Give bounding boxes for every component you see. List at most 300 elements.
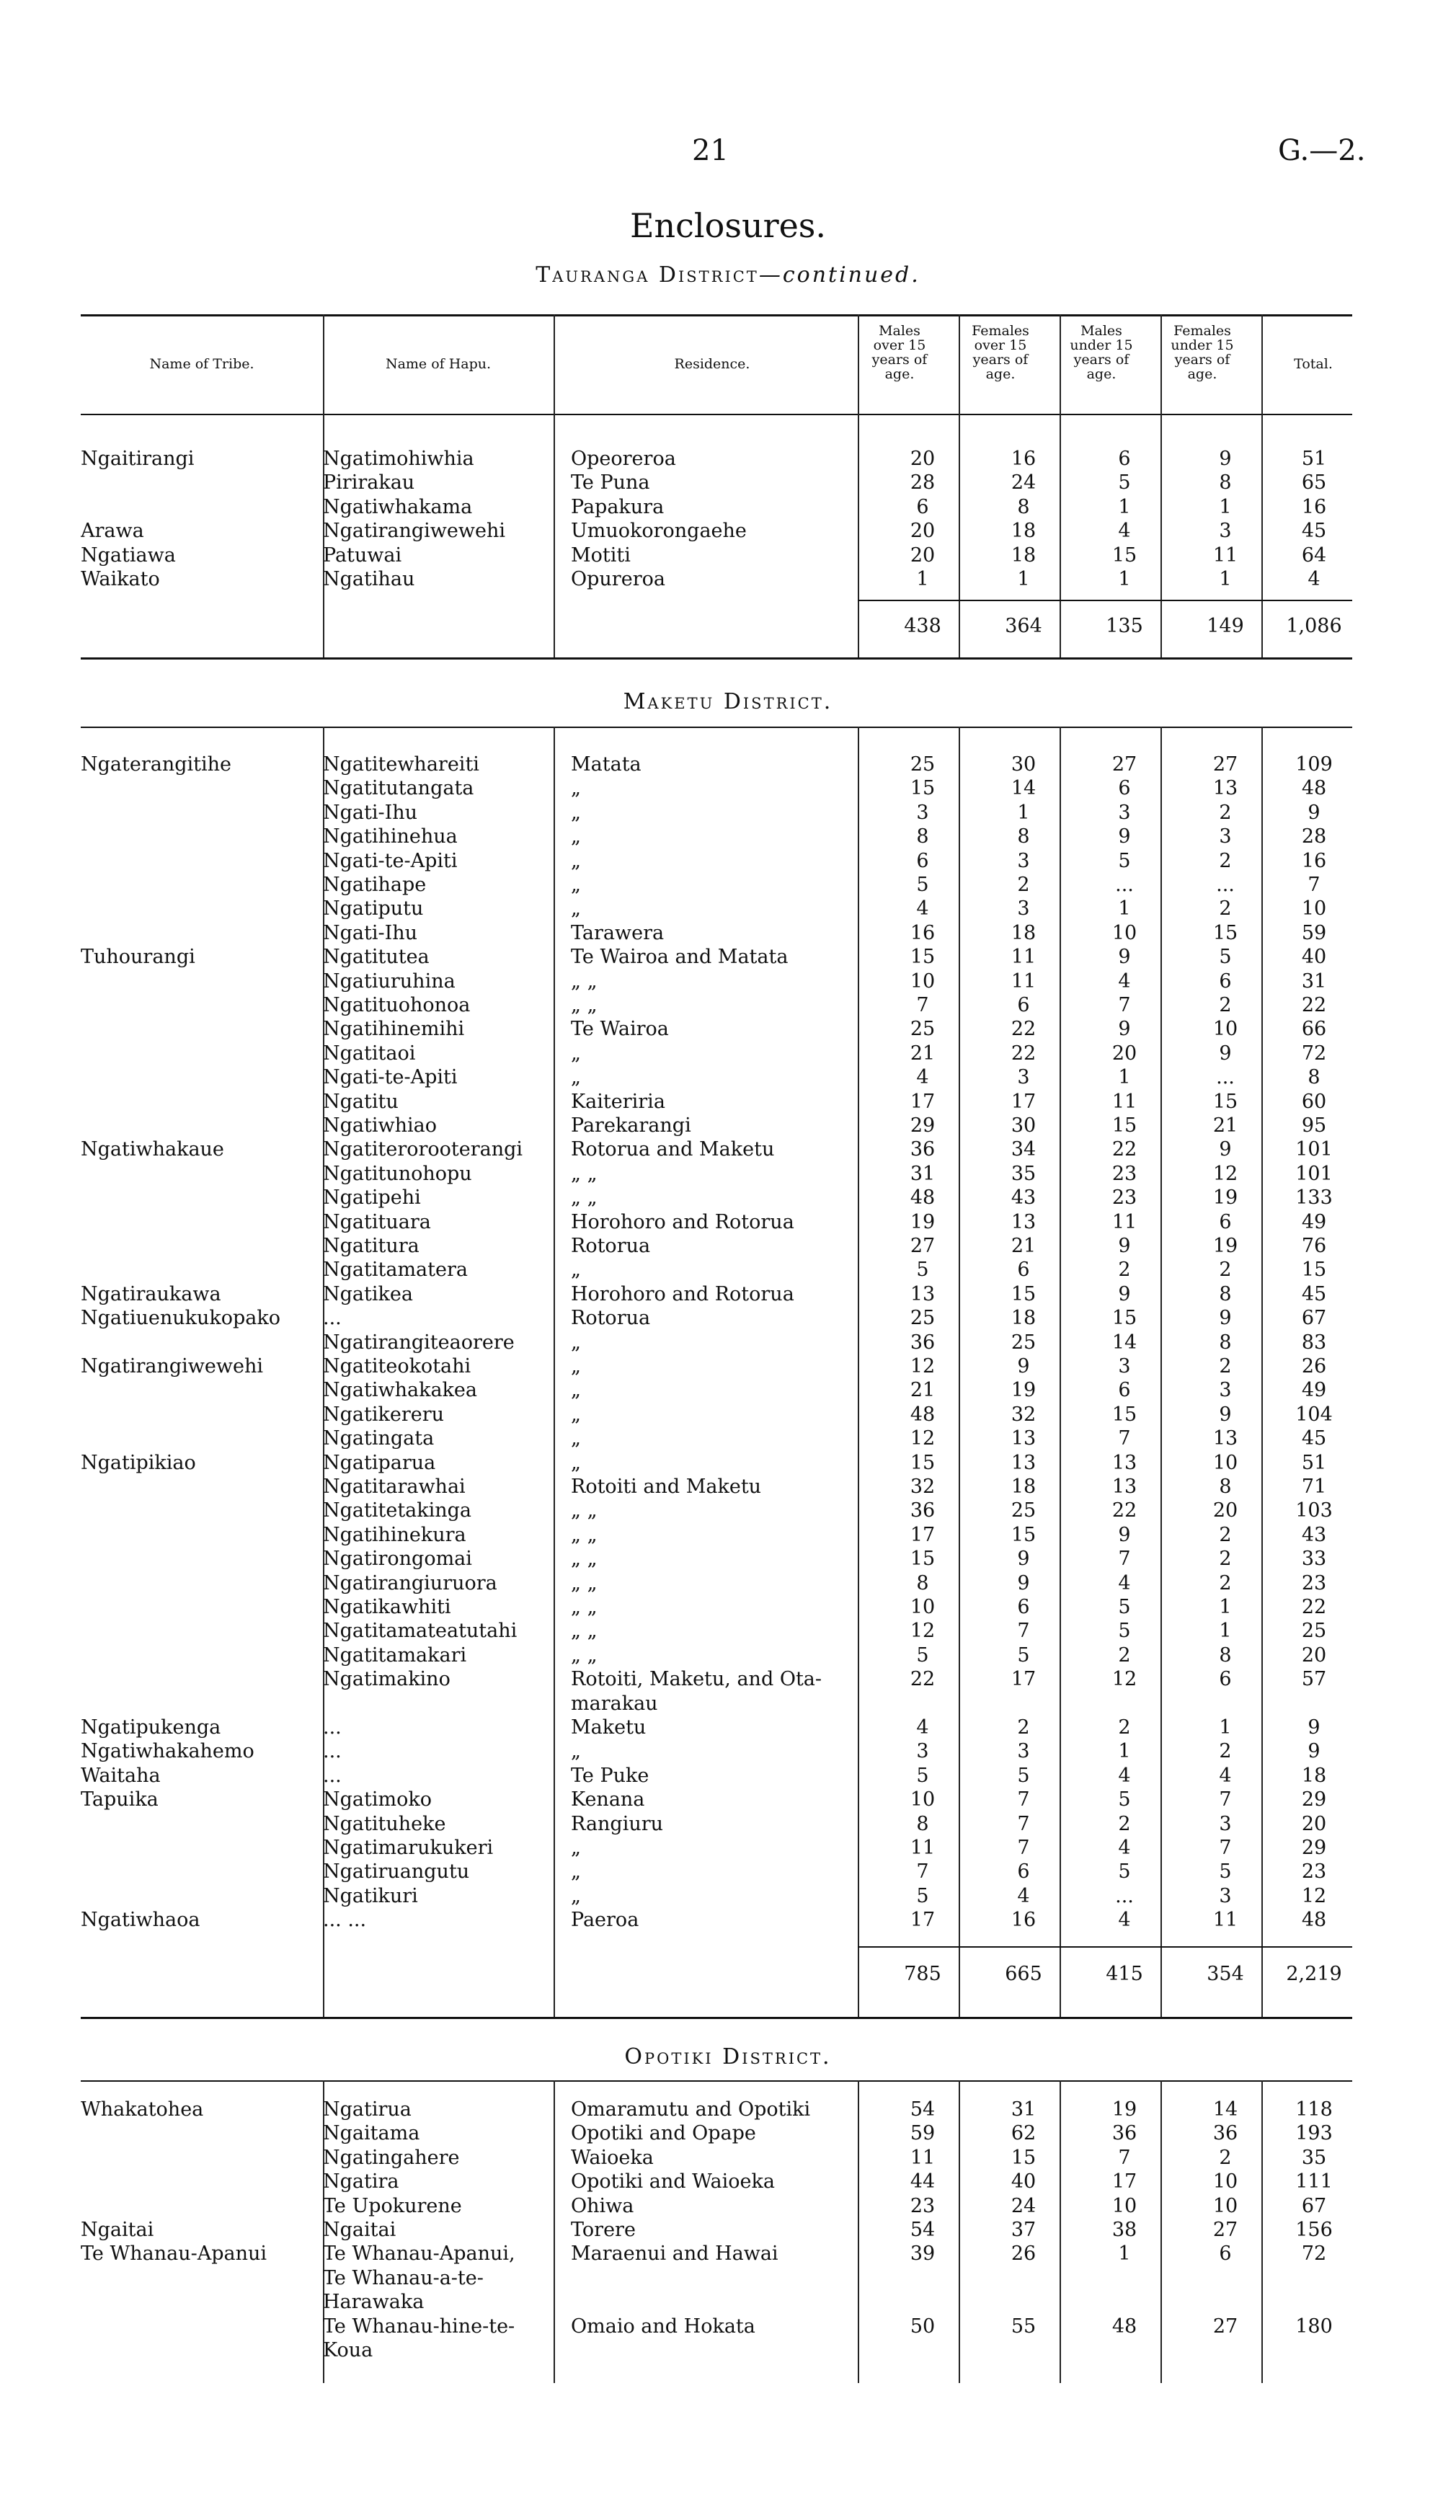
hapu-name: Ngatingahere [323,2146,460,2169]
tauranga-heading-text: Tauranga District [536,262,759,288]
females-under-15: 1 [1219,495,1232,518]
males-over-15: 17 [910,1909,936,1932]
row-total: 15 [1301,1259,1327,1282]
females-over-15: 18 [1011,921,1036,944]
females-over-15: 30 [1011,1114,1036,1137]
residence: Rotorua [571,1307,651,1330]
females-under-15: 5 [1219,946,1232,969]
females-under-15: 3 [1219,1812,1232,1835]
females-under-15: 9 [1219,448,1232,470]
males-under-15: 17 [1111,2170,1137,2193]
hapu-name: Ngati-Ihu [323,921,418,944]
row-total: 26 [1301,1355,1327,1377]
hapu-name: Ngatihinemihi [323,1018,465,1041]
residence: „ „ [571,1596,598,1618]
table-row [81,776,1352,801]
residence: Kaiteriria [571,1090,665,1113]
males-over-15: 4 [916,1066,929,1089]
hapu-name: Ngatimarukukeri [323,1837,494,1859]
residence: „ „ [571,1186,598,1210]
hapu-name: Ngatikereru [323,1403,445,1426]
males-over-15: 1 [916,568,929,590]
males-under-15: 4 [1118,1764,1131,1787]
females-over-15: 24 [1011,471,1036,494]
maketu-subtotal-rule [858,1946,1352,1948]
females-under-15: 6 [1219,2242,1232,2266]
tribe-name: Ngatipikiao [81,1451,196,1474]
row-total: 95 [1301,1114,1327,1137]
hapu-name: Pirirakau [323,471,415,494]
males-under-15: 4 [1118,970,1131,993]
females-under-15: 3 [1219,520,1232,543]
females-under-15: ... [1216,1066,1235,1089]
col-males-under-header: Males under 15 years of age. [1070,323,1133,382]
table-row [81,1739,1352,1764]
hapu-name: Ngatipehi [323,1186,421,1210]
males-under-15: 2 [1118,1716,1131,1739]
hapu-name: Ngatitutangata [323,777,474,800]
females-over-15: 37 [1011,2219,1036,2241]
table-row [81,471,1352,495]
row-total: 65 [1301,471,1327,494]
males-over-15: 4 [916,897,929,920]
col-residence-header: Residence. [674,356,750,372]
table-row [81,1282,1352,1307]
tribe-name: Ngatirangiwewehi [81,1355,264,1377]
row-total: 29 [1301,1788,1327,1811]
row-total: 20 [1301,1643,1327,1667]
females-under-15: 3 [1219,825,1232,848]
row-total: 48 [1301,1909,1327,1932]
table-row [81,753,1352,777]
males-under-15: 13 [1111,1451,1137,1474]
hapu-name: Ngatirangiteaorere [323,1331,515,1354]
residence: „ [571,1837,581,1859]
table-row [81,2098,1352,2122]
table-row [81,1162,1352,1186]
residence: „ [571,1740,581,1763]
males-under-15: 12 [1111,1668,1137,1691]
table-row [81,1836,1352,1860]
males-under-15: 3 [1118,1355,1131,1377]
hapu-name: ... ... [323,1909,367,1932]
males-over-15: 22 [910,1668,936,1691]
residence: „ [571,897,581,920]
females-under-15: 10 [1212,2170,1238,2193]
tribe-name: Arawa [81,520,144,543]
residence: „ [571,825,581,848]
males-under-15: 9 [1118,946,1131,969]
females-over-15: 9 [1017,1571,1030,1594]
males-under-15: 5 [1118,1788,1131,1811]
males-under-15: 15 [1111,1403,1137,1426]
hapu-name: Ngatitarawhai [323,1476,466,1498]
table-row [81,2290,1352,2315]
hapu-name: Ngatiuruhina [323,970,456,993]
hapu-name: Ngaitama [323,2122,420,2145]
males-under-15: 9 [1118,1523,1131,1546]
row-total: 23 [1301,1571,1327,1594]
residence: Rotorua and Maketu [571,1138,775,1161]
males-under-15: 9 [1118,1235,1131,1257]
females-over-15: 18 [1011,1307,1036,1330]
row-total: 51 [1301,448,1327,470]
females-under-15: 10 [1212,1451,1238,1474]
residence: Opotiki and Opape [571,2122,756,2145]
row-total: 43 [1301,1523,1327,1546]
col-tribe-header: Name of Tribe. [149,356,254,372]
females-over-15: 15 [1011,1523,1036,1546]
males-over-15: 15 [910,777,936,800]
residence: Te Puke [571,1764,649,1787]
table-row [81,1475,1352,1499]
row-total: 60 [1301,1090,1327,1113]
hapu-name: Ngatitewhareiti [323,753,479,776]
females-under-15: 13 [1212,777,1238,800]
table-row [81,873,1352,897]
hapu-name: Ngatitamatera [323,1259,468,1282]
females-over-15: 7 [1017,1812,1030,1835]
hapu-name: Ngatirua [323,2098,412,2121]
females-under-15: 6 [1219,970,1232,993]
males-over-15: 8 [916,1571,929,1594]
females-under-15: 14 [1212,2098,1238,2121]
females-under-15: 9 [1219,1403,1232,1426]
males-over-15: 23 [910,2194,936,2217]
table-row [81,1378,1352,1403]
females-under-15: 8 [1219,1643,1232,1667]
table-row [81,2121,1352,2146]
males-over-15: 8 [916,1812,929,1835]
hapu-name: Ngatiwhakama [323,495,473,518]
females-under-15: 9 [1219,1138,1232,1161]
males-over-15: 5 [916,1884,929,1907]
females-over-15: 18 [1011,1476,1036,1498]
tribe-name: Ngatiwhakaue [81,1138,224,1161]
table-row [81,1186,1352,1210]
table-row [81,849,1352,874]
hapu-name: Patuwai [323,544,402,567]
hapu-name: Ngatimoko [323,1788,432,1811]
residence: Opureroa [571,568,665,590]
males-over-15: 15 [910,946,936,969]
males-over-15: 36 [910,1331,936,1354]
table-row [81,1306,1352,1331]
females-over-15: 3 [1017,1066,1030,1089]
males-under-15: 19 [1111,2098,1137,2121]
row-total: 72 [1301,1042,1327,1065]
residence: Te Puna [571,471,650,494]
opotiki-heading [0,2044,1456,2069]
hapu-name: Ngatitura [323,1235,420,1257]
females-over-15: 15 [1011,2146,1036,2169]
females-over-15: 40 [1011,2170,1036,2193]
hapu-name: Ngatihape [323,874,427,896]
row-total: 16 [1301,849,1327,872]
males-under-15: 22 [1111,1138,1137,1161]
row-total: 101 [1295,1162,1333,1185]
females-under-15: 7 [1219,1788,1232,1811]
females-over-15: 8 [1017,825,1030,848]
males-under-15: 2 [1118,1259,1131,1282]
residence: „ [571,874,581,896]
females-over-15: 55 [1011,2315,1036,2338]
residence: „ [571,777,581,800]
hapu-name: Ngatituohonoa [323,994,471,1016]
females-under-15: 4 [1219,1764,1232,1787]
row-total: 8 [1308,1066,1320,1089]
females-under-15: 2 [1219,1548,1232,1571]
residence: „ [571,1860,581,1884]
residence: „ „ [571,1548,598,1571]
males-over-15: 7 [916,994,929,1016]
table-row [81,970,1352,994]
males-over-15: 3 [916,801,929,824]
table-row [81,495,1352,520]
col-males-over-header: Males over 15 years of age. [871,323,928,382]
males-under-15: 15 [1111,544,1137,567]
row-total: 33 [1301,1548,1327,1571]
females-over-15: 3 [1017,849,1030,872]
females-under-15: 1 [1219,1620,1232,1643]
hapu-name: Ngatitunohopu [323,1162,472,1185]
males-under-15: 9 [1118,1282,1131,1305]
row-total: 109 [1295,753,1333,776]
table-row [81,801,1352,825]
row-total: 64 [1301,544,1327,567]
females-under-15: 7 [1219,1837,1232,1859]
females-over-15: 2 [1017,1716,1030,1739]
tribe-name: Ngatiwhakahemo [81,1740,254,1763]
residence: Rotoiti, Maketu, and Ota- [571,1668,822,1691]
hapu-name: Te Whanau-a-te- [323,2266,484,2289]
females-under-15: 8 [1219,1331,1232,1354]
row-total: 9 [1308,1740,1320,1763]
males-over-15: 5 [916,874,929,896]
row-total: 9 [1308,1716,1320,1739]
residence: „ [571,1403,581,1426]
residence: „ [571,1042,581,1065]
males-under-15: 1 [1118,2242,1131,2266]
row-total: 71 [1301,1476,1327,1498]
females-over-15: 30 [1011,753,1036,776]
males-over-15: 7 [916,1860,929,1884]
row-total: 20 [1301,1812,1327,1835]
table-row [81,1042,1352,1066]
table-row [81,897,1352,921]
hapu-name: Ngatitamakari [323,1643,467,1667]
hapu-name: Ngatituheke [323,1812,446,1835]
females-over-15: 35 [1011,1162,1036,1185]
residence: „ „ [571,970,598,993]
males-over-15: 15 [910,1451,936,1474]
males-under-15: 11 [1111,1090,1137,1113]
females-over-15: 34 [1011,1138,1036,1161]
hapu-name: Ngatituara [323,1210,431,1233]
females-under-15: 10 [1212,2194,1238,2217]
females-over-15: 22 [1011,1042,1036,1065]
males-under-15: 1 [1118,568,1131,590]
males-under-15: 14 [1111,1331,1137,1354]
males-under-15: 7 [1118,994,1131,1016]
table-row [81,1595,1352,1620]
females-under-15: 9 [1219,1307,1232,1330]
males-over-15: 6 [916,495,929,518]
residence: Umuokorongaehe [571,520,747,543]
females-over-15: 1 [1017,801,1030,824]
residence: marakau [571,1692,658,1715]
row-total: 22 [1301,994,1327,1016]
table-row [81,1210,1352,1235]
row-total: 111 [1295,2170,1333,2193]
females-over-15: 26 [1011,2242,1036,2266]
males-under-15: 15 [1111,1114,1137,1137]
tribe-name: Whakatohea [81,2098,204,2121]
row-total: 57 [1301,1668,1327,1691]
males-over-15: 29 [910,1114,936,1137]
residence: Te Wairoa [571,1018,669,1041]
males-over-15: 54 [910,2219,936,2241]
males-under-15: 11 [1111,1210,1137,1233]
males-over-15: 11 [910,1837,936,1859]
males-under-15: 6 [1118,777,1131,800]
males-under-15: 22 [1111,1499,1137,1522]
hapu-name: Ngatirongomai [323,1548,472,1571]
row-total: 51 [1301,1451,1327,1474]
residence: Horohoro and Rotorua [571,1210,794,1233]
row-total: 118 [1295,2098,1333,2121]
males-under-15: 7 [1118,1548,1131,1571]
row-total: 28 [1301,825,1327,848]
males-over-15: 13 [910,1282,936,1305]
males-under-15: 9 [1118,1018,1131,1041]
row-total: 29 [1301,1837,1327,1859]
totals-row [81,614,1352,639]
col-total-header: Total. [1294,356,1333,372]
females-under-15: 8 [1219,1282,1232,1305]
table-row [81,1643,1352,1668]
females-under-15: 2 [1219,1259,1232,1282]
residence: Kenana [571,1788,645,1811]
row-total: 66 [1301,1018,1327,1041]
table-row [81,1908,1352,1933]
males-under-15: 27 [1111,753,1137,776]
tribe-name: Waitaha [81,1764,161,1787]
hapu-name: Ngati-Ihu [323,801,418,824]
residence: „ „ [571,1499,598,1522]
males-under-15: 6 [1118,1379,1131,1402]
males-over-15: 6 [916,849,929,872]
total-males-under: 135 [1106,615,1143,637]
males-over-15: 12 [910,1427,936,1450]
females-under-15: 1 [1219,568,1232,590]
hapu-name: Ngatikea [323,1282,413,1305]
hapu-name: Ngatirangiuruora [323,1571,497,1594]
males-under-15: 9 [1118,825,1131,848]
row-total: 45 [1301,1282,1327,1305]
females-over-15: 18 [1011,520,1036,543]
hapu-name: Harawaka [323,2291,425,2314]
residence: „ „ [571,994,598,1016]
males-under-15: 5 [1118,1860,1131,1884]
females-over-15: 15 [1011,1282,1036,1305]
females-under-15: 1 [1219,1596,1232,1618]
males-under-15: 7 [1118,1427,1131,1450]
females-under-15: 21 [1212,1114,1238,1137]
females-over-15: 25 [1011,1499,1036,1522]
males-under-15: ... [1115,874,1134,896]
residence: „ [571,1451,581,1474]
females-over-15: 4 [1017,1884,1030,1907]
males-over-15: 10 [910,1596,936,1618]
residence: „ [571,1066,581,1089]
residence: „ [571,1355,581,1377]
residence: Motiti [571,544,631,567]
males-under-15: 4 [1118,520,1131,543]
residence: Rotoiti and Maketu [571,1476,762,1498]
table-row [81,519,1352,544]
females-over-15: 7 [1017,1837,1030,1859]
females-under-15: 2 [1219,801,1232,824]
hapu-name: Ngaitai [323,2219,396,2241]
maketu-heading-text: Maketu District. [623,689,833,714]
females-over-15: 6 [1017,1259,1030,1282]
hapu-name: Ngati-te-Apiti [323,1066,458,1089]
males-under-15: 20 [1111,1042,1137,1065]
hapu-name: Ngatiteokotahi [323,1355,471,1377]
females-over-15: 6 [1017,1860,1030,1884]
total-females-over: 665 [1005,1963,1042,1985]
page-number: 21 [692,134,729,167]
table-row [81,1667,1352,1692]
tribe-name: Ngaitirangi [81,448,195,470]
grand-total: 1,086 [1286,615,1342,637]
females-over-15: 22 [1011,1018,1036,1041]
females-under-15: 2 [1219,994,1232,1016]
females-under-15: ... [1216,874,1235,896]
females-over-15: 6 [1017,1596,1030,1618]
table-row [81,1234,1352,1259]
hapu-name: Ngatihau [323,568,415,590]
males-under-15: 6 [1118,448,1131,470]
hapu-name: Ngatitu [323,1090,399,1113]
males-over-15: 39 [910,2242,936,2266]
males-under-15: 5 [1118,471,1131,494]
females-over-15: 5 [1017,1764,1030,1787]
row-total: 22 [1301,1596,1327,1618]
tribe-name: Tuhourangi [81,946,195,969]
hapu-name: Ngatikawhiti [323,1596,451,1618]
hapu-name: Te Whanau-hine-te- [323,2315,515,2338]
row-total: 133 [1295,1186,1333,1210]
females-under-15: 5 [1219,1860,1232,1884]
females-over-15: 17 [1011,1090,1036,1113]
females-over-15: 43 [1011,1186,1036,1210]
total-males-under: 415 [1106,1963,1143,1985]
tribe-name: Ngatipukenga [81,1716,221,1739]
females-under-15: 8 [1219,1476,1232,1498]
residence: Opotiki and Waioeka [571,2170,775,2193]
hapu-name: Ngatiruangutu [323,1860,470,1884]
table-row [81,1692,1352,1716]
table-row [81,1860,1352,1884]
females-under-15: 2 [1219,1740,1232,1763]
table-row [81,1065,1352,1090]
males-over-15: 12 [910,1620,936,1643]
opotiki-heading-text: Opotiki District. [624,2044,832,2069]
total-males-over: 785 [904,1963,941,1985]
tribe-name: Ngaterangitihe [81,753,231,776]
